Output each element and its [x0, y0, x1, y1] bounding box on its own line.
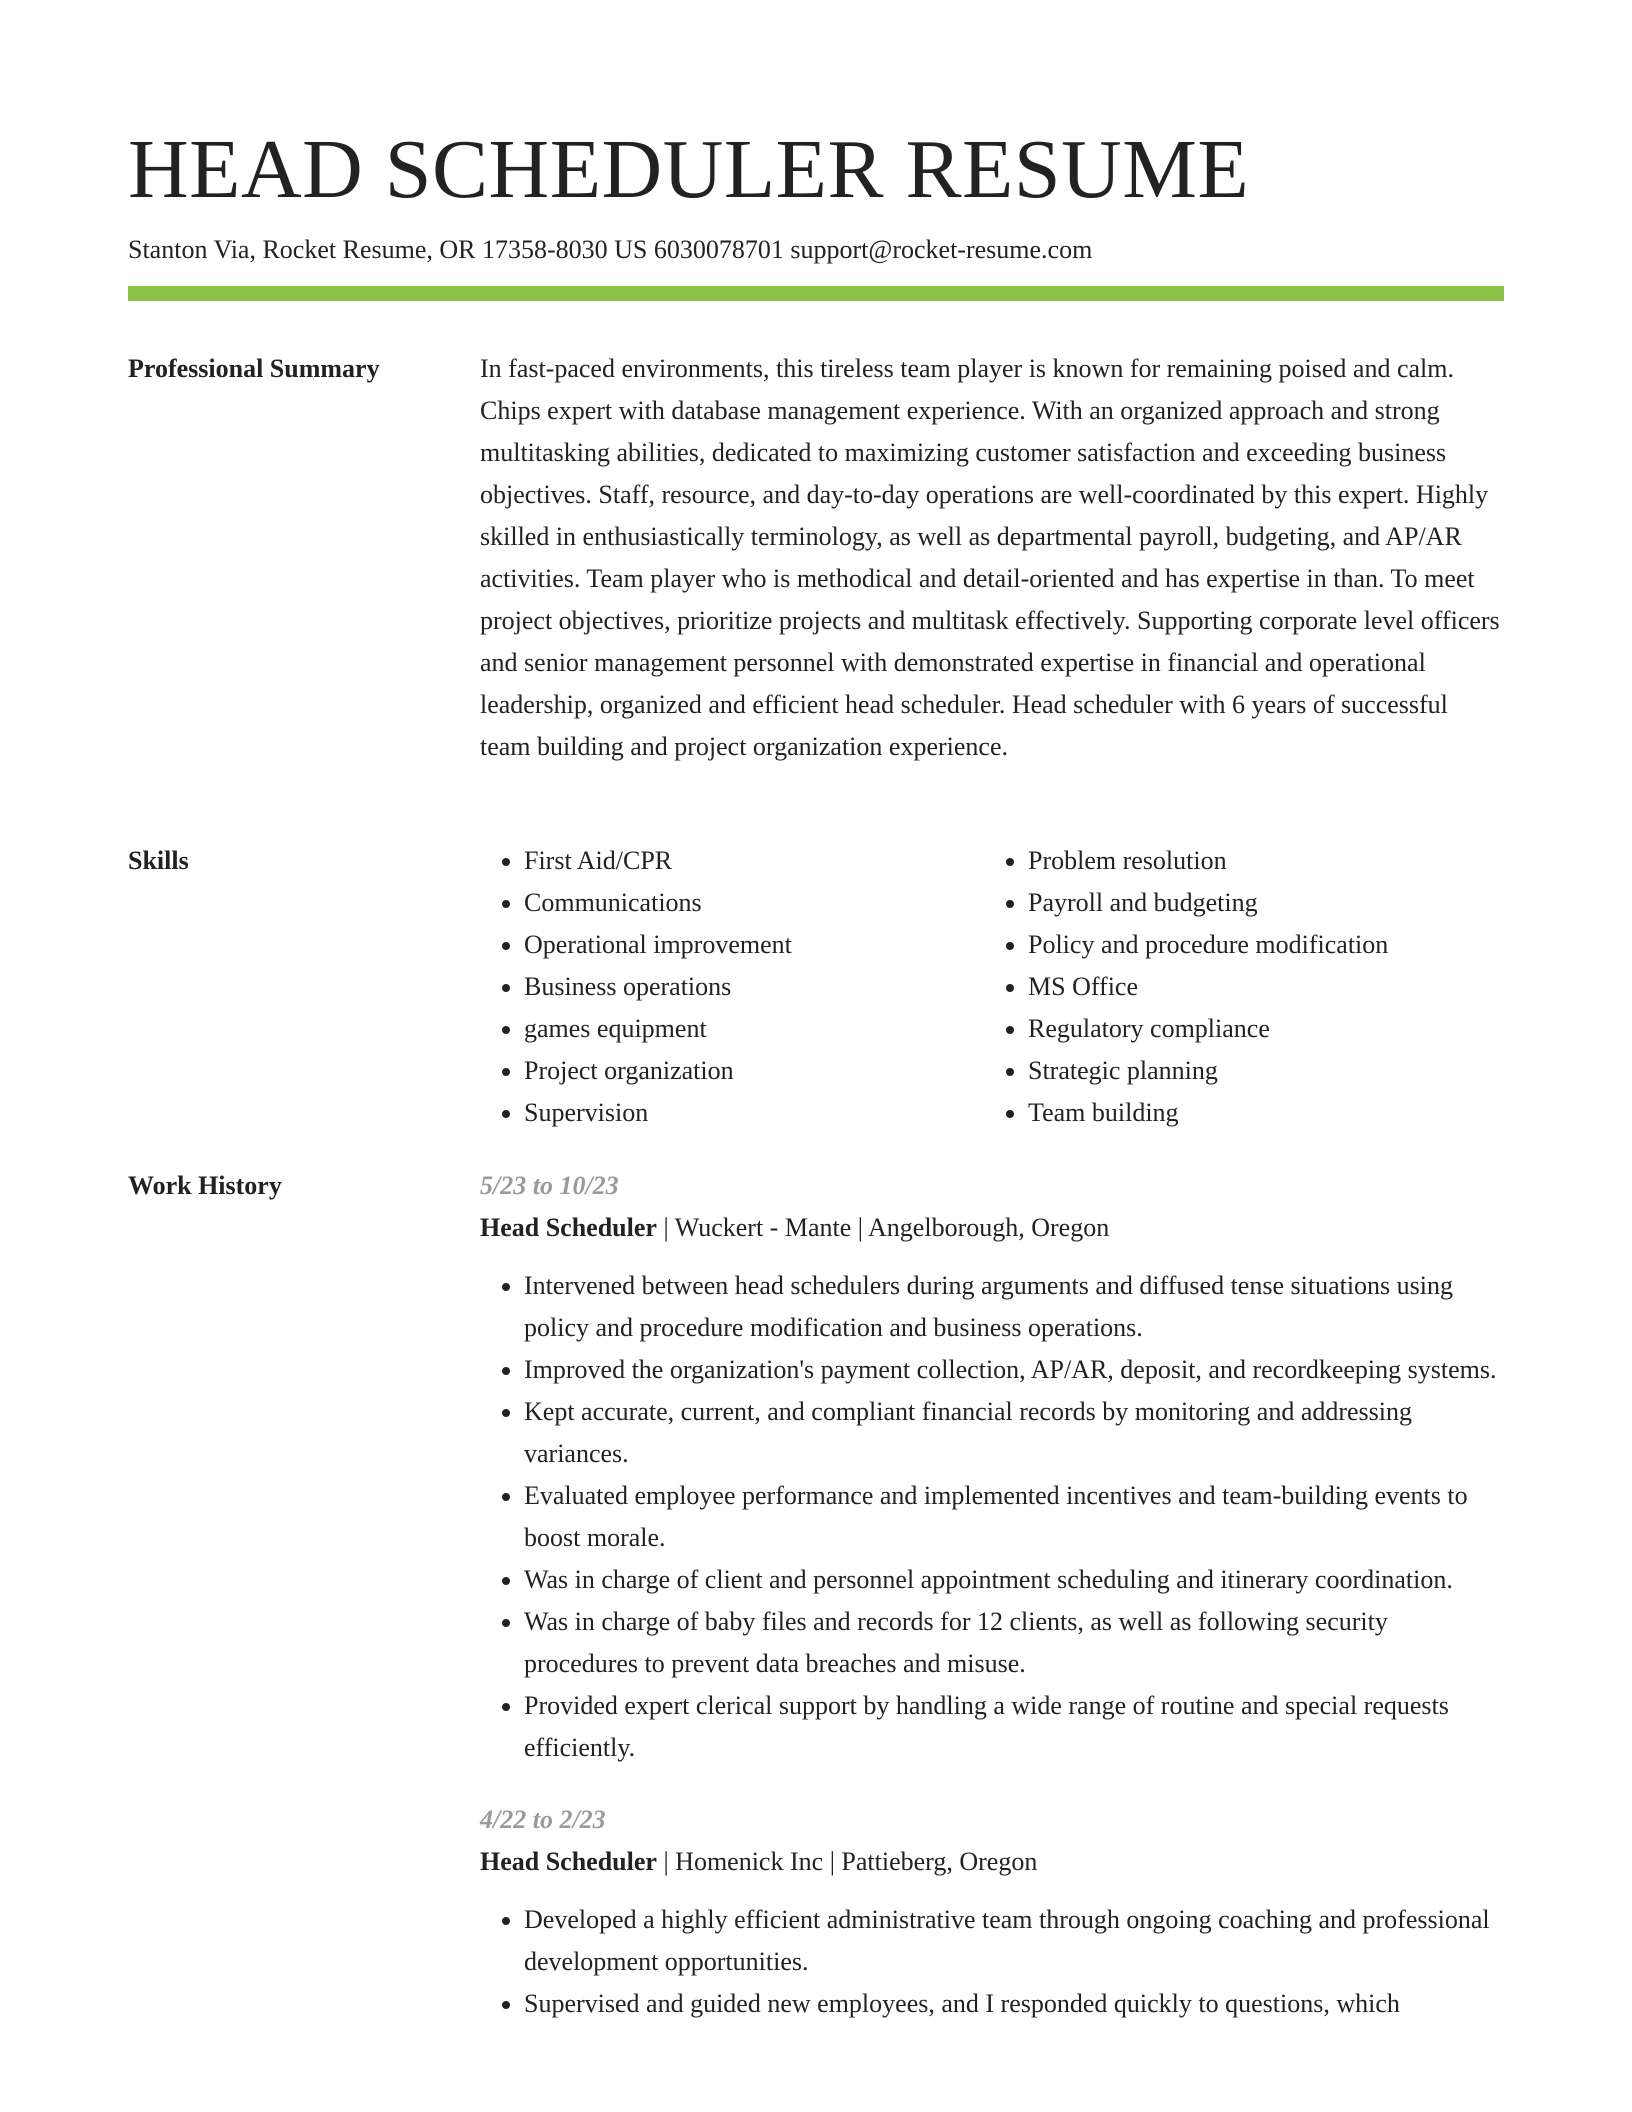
- page-title: HEAD SCHEDULER RESUME: [128, 123, 1250, 216]
- separator: |: [663, 1847, 676, 1876]
- skills-list-right: [984, 840, 1488, 1134]
- skill-item: • Team building: [1028, 1092, 1488, 1134]
- job-bullet: • Provided expert clerical support by handling a wide range of routine and special requests efficiently.: [524, 1685, 1504, 1769]
- job-dates: 5/23 to 10/23: [480, 1171, 619, 1200]
- contact-address: Stanton Via, Rocket Resume, OR 17358-8030 US: [128, 235, 648, 264]
- skill-item: • Regulatory compliance: [1028, 1008, 1488, 1050]
- job-entry: [480, 1799, 1504, 2025]
- job-heading: [480, 1207, 1504, 1249]
- skill-item: • First Aid/CPR: [524, 840, 984, 882]
- job-bullet: • Improved the organization's payment collection, AP/AR, deposit, and recordkeeping systems.: [524, 1349, 1504, 1391]
- separator: |: [663, 1213, 675, 1242]
- job-bullet: • Was in charge of baby files and records for 12 clients, as well as following security procedures to prevent data breaches and misuse.: [524, 1601, 1504, 1685]
- contact-phone: 6030078701: [653, 235, 784, 264]
- job-bullet: • Was in charge of client and personnel appointment scheduling and itinerary coordination.: [524, 1559, 1504, 1601]
- summary-body: [480, 348, 1504, 768]
- job-location: Angelborough, Oregon: [868, 1213, 1110, 1242]
- contact-email: support@rocket-resume.com: [790, 235, 1093, 264]
- job-title: Head Scheduler: [480, 1847, 657, 1876]
- job-title: Head Scheduler: [480, 1213, 657, 1242]
- skill-item: • Problem resolution: [1028, 840, 1488, 882]
- job-location: Pattieberg, Oregon: [841, 1847, 1038, 1876]
- skill-item: • Supervision: [524, 1092, 984, 1134]
- separator: |: [829, 1847, 842, 1876]
- separator: |: [857, 1213, 869, 1242]
- skill-item: • Business operations: [524, 966, 984, 1008]
- summary-heading: Professional Summary: [128, 354, 380, 383]
- skill-item: • Payroll and budgeting: [1028, 882, 1488, 924]
- skill-item: • Communications: [524, 882, 984, 924]
- job-bullet-list: [480, 1265, 1504, 1769]
- skill-item: • Policy and procedure modification: [1028, 924, 1488, 966]
- job-bullet-list: [480, 1899, 1504, 2025]
- job-bullet: • Evaluated employee performance and implemented incentives and team-building events to boost morale.: [524, 1475, 1504, 1559]
- skills-list-left: [480, 840, 984, 1134]
- accent-divider: [128, 286, 1504, 301]
- job-bullet: • Developed a highly efficient administrative team through ongoing coaching and professional development opportunities.: [524, 1899, 1504, 1983]
- job-company: Wuckert - Mante: [674, 1213, 852, 1242]
- job-company: Homenick Inc: [675, 1847, 824, 1876]
- skills-columns: [480, 840, 1504, 1134]
- skills-body: [480, 840, 1504, 1134]
- job-entry: [480, 1165, 1504, 1769]
- work-history-heading: Work History: [128, 1171, 282, 1200]
- job-dates: 4/22 to 2/23: [480, 1805, 606, 1834]
- work-history-body: [480, 1165, 1504, 2025]
- skill-item: • games equipment: [524, 1008, 984, 1050]
- contact-line: [128, 232, 1092, 268]
- job-heading: [480, 1841, 1504, 1883]
- summary-text: In fast-paced environments, this tireless team player is known for remaining poised and calm. Chips expert with database management experience. With an organized approach and strong multitasking abilities, dedicated to maximizing customer satisfaction and exceeding business objectives. Staff, resource, and day-to-day operations are well-coordinated by this expert. Highly skilled in enthusiastically terminology, as well as departmental payroll, budgeting, and AP/AR activities. Team player who is methodical and detail-oriented and has expertise in than. To meet project objectives, prioritize projects and multitask effectively. Supporting corporate level officers and senior management personnel with demonstrated expertise in financial and operational leadership, organized and efficient head scheduler. Head scheduler with 6 years of successful team building and project organization experience.: [480, 354, 1500, 761]
- skill-item: • Strategic planning: [1028, 1050, 1488, 1092]
- skill-item: • Project organization: [524, 1050, 984, 1092]
- skills-heading: Skills: [128, 846, 189, 875]
- job-bullet: • Intervened between head schedulers during arguments and diffused tense situations using policy and procedure modification and business operations.: [524, 1265, 1504, 1349]
- skill-item: • MS Office: [1028, 966, 1488, 1008]
- job-bullet: • Supervised and guided new employees, and I responded quickly to questions, which: [524, 1983, 1504, 2025]
- job-bullet: • Kept accurate, current, and compliant financial records by monitoring and addressing variances.: [524, 1391, 1504, 1475]
- skill-item: • Operational improvement: [524, 924, 984, 966]
